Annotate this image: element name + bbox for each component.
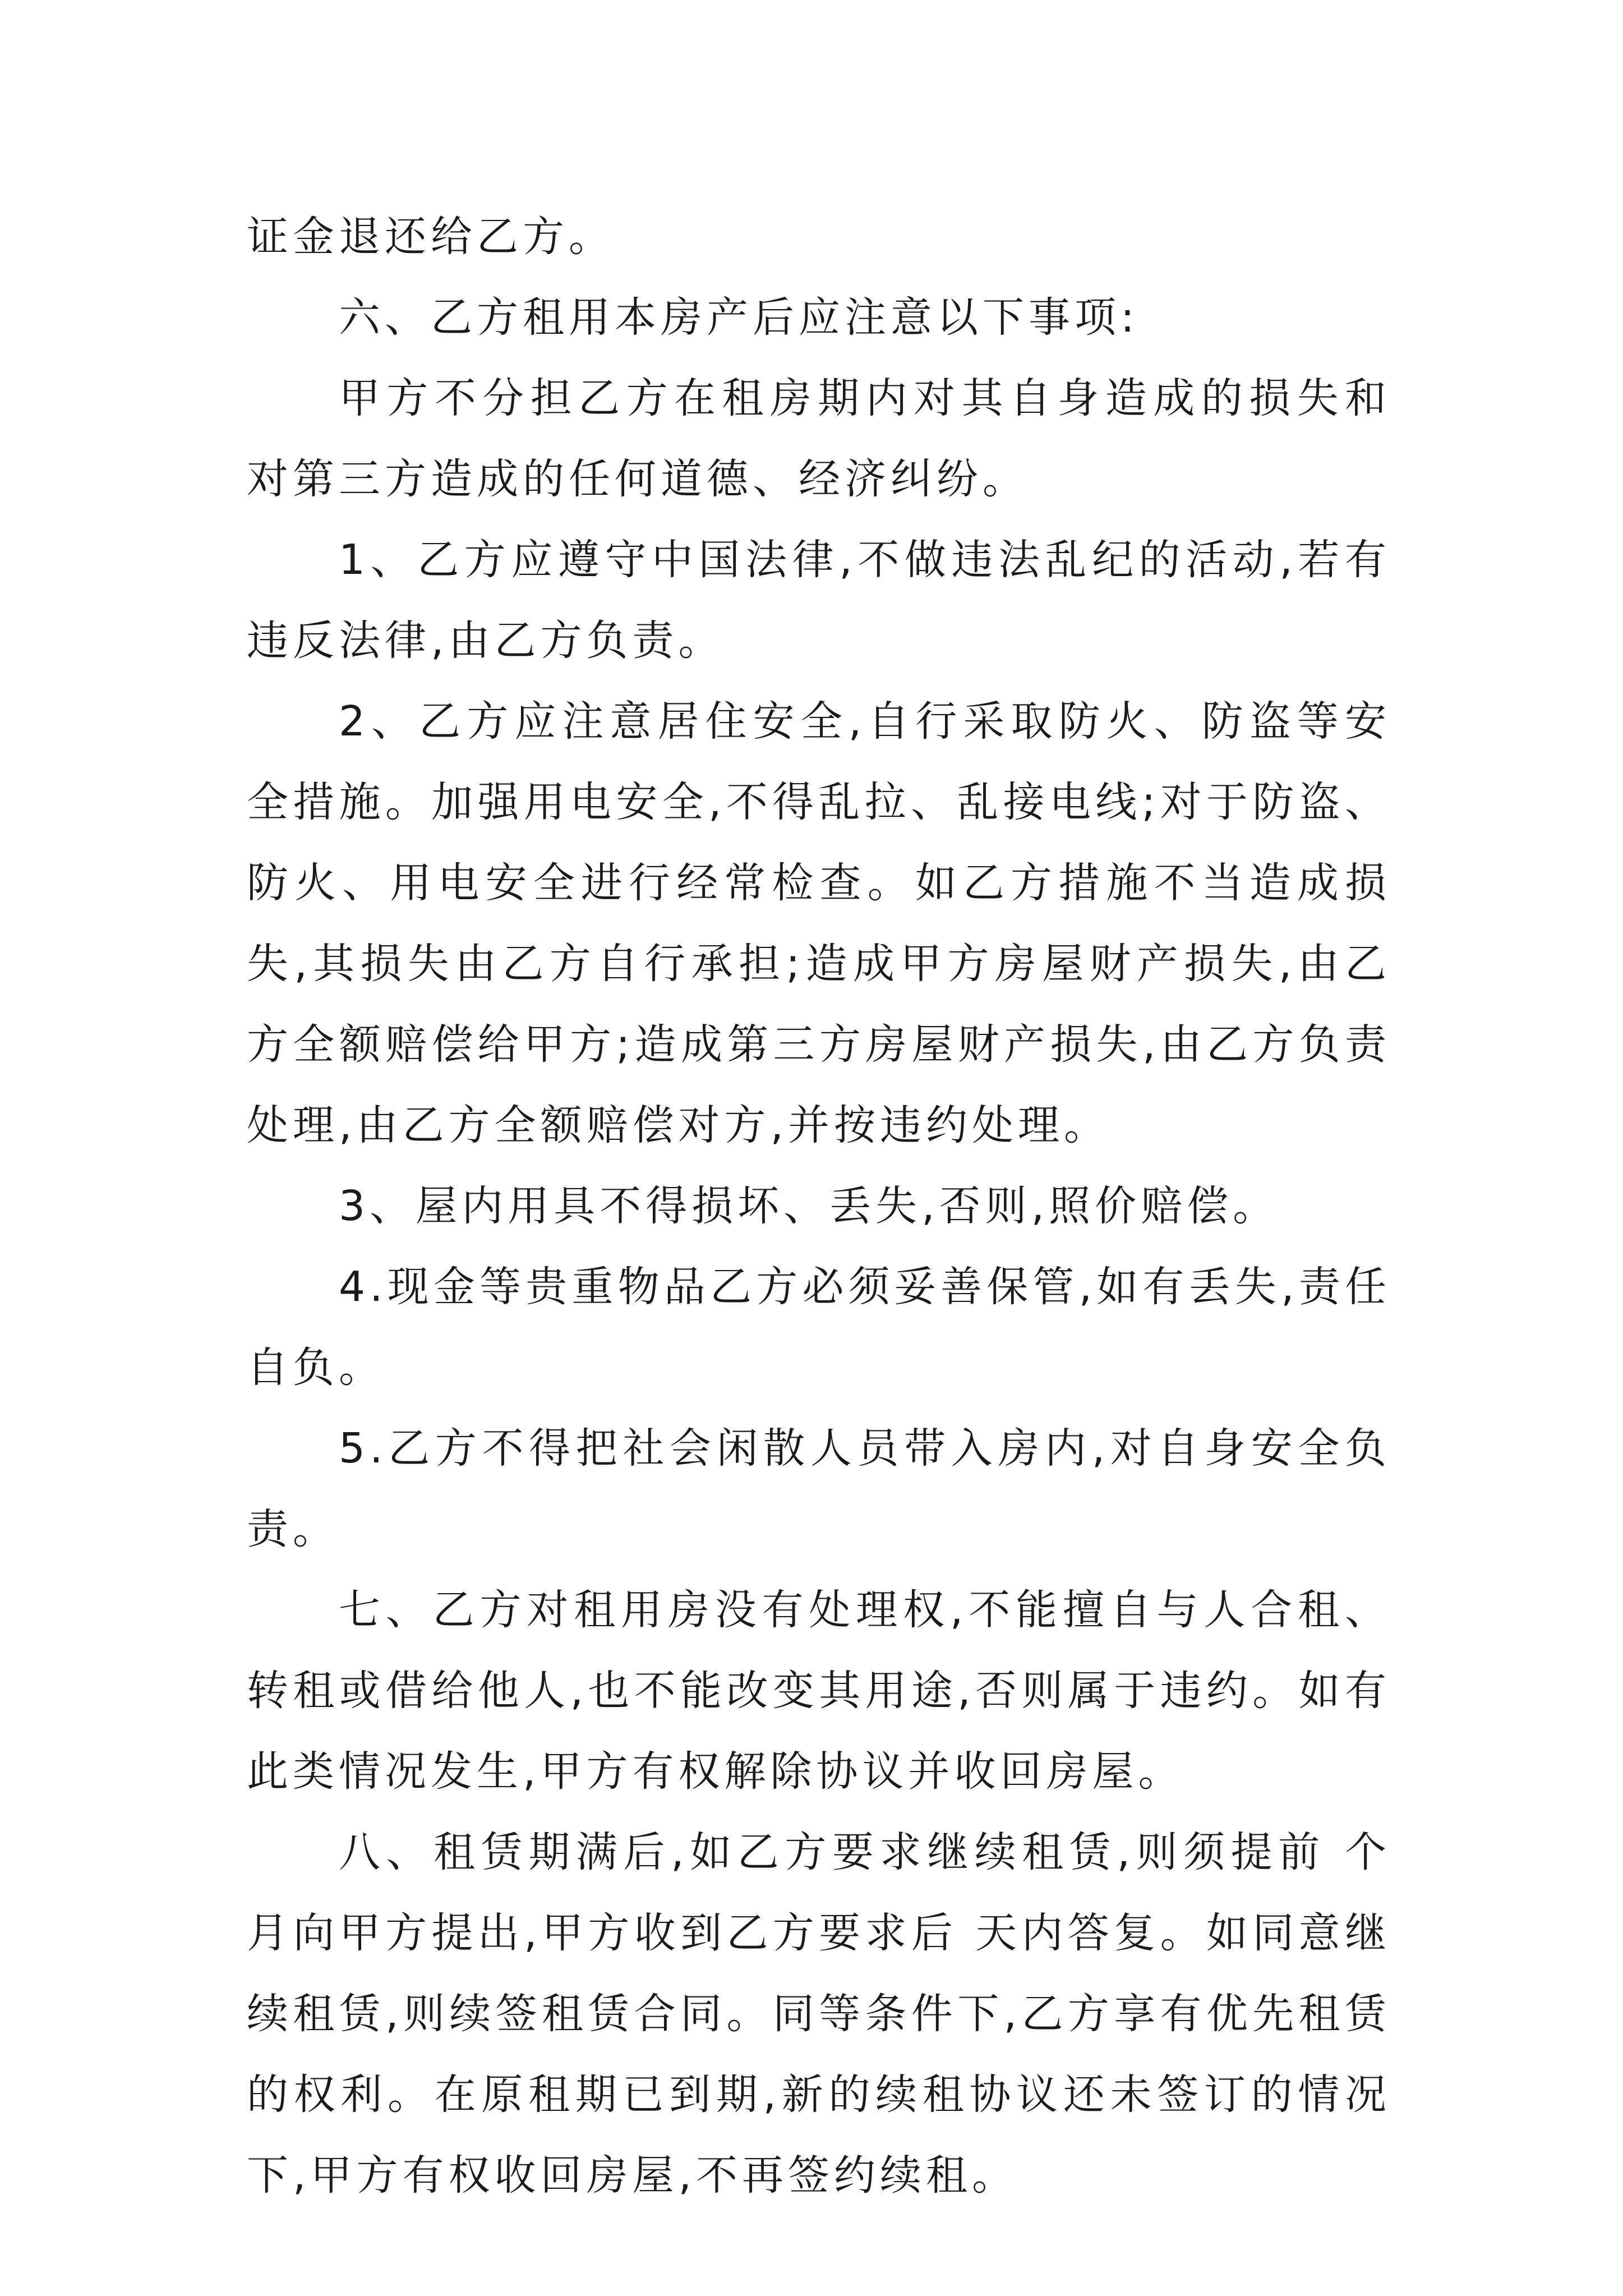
paragraph-item-2-safety: 2、乙方应注意居住安全,自行采取防火、防盗等安全措施。加强用电安全,不得乱拉、乱接电线;对于防盗、防火、用电安全进行经常检查。如乙方措施不当造成损失,其损失由乙方自行承担;造成甲方房屋财产损失,由乙方全额赔偿给甲方;造成第三方房屋财产损失,由乙方负责处理,由乙方全额赔偿对方,并按违约处理。 — [247, 697, 1391, 1149]
paragraph-section-6-heading: 六、乙方租用本房产后应注意以下事项: — [339, 293, 1139, 342]
paragraph-section-8-renewal: 八、租赁期满后,如乙方要求继续租赁,则须提前 个月向甲方提出,甲方收到乙方要求后 天内答复。如同意继续租赁,则续签租赁合同。同等条件下,乙方享有优先租赁的权利。在原租期已到期,新的续租协议还未签订的情况下,甲方有权收回房屋,不再签约续租。 — [247, 1828, 1391, 2200]
document-body — [247, 196, 1391, 2216]
paragraph-deposit-return: 证金退还给乙方。 — [247, 213, 615, 261]
paragraph-item-3-furnishings: 3、屋内用具不得损坏、丢失,否则,照价赔偿。 — [339, 1182, 1279, 1230]
paragraph-liability-disclaimer: 甲方不分担乙方在租房期内对其自身造成的损失和对第三方造成的任何道德、经济纠纷。 — [247, 374, 1391, 503]
paragraph-item-5-visitors: 5.乙方不得把社会闲散人员带入房内,对自身安全负责。 — [247, 1424, 1391, 1553]
paragraph-section-7-sublet: 七、乙方对租用房没有处理权,不能擅自与人合租、转租或借给他人,也不能改变其用途,否则属于违约。如有此类情况发生,甲方有权解除协议并收回房屋。 — [247, 1586, 1391, 1796]
paragraph-item-1-law: 1、乙方应遵守中国法律,不做违法乱纪的活动,若有违反法律,由乙方负责。 — [247, 536, 1391, 665]
paragraph-item-4-valuables: 4.现金等贵重物品乙方必须妥善保管,如有丢失,责任自负。 — [247, 1263, 1391, 1392]
